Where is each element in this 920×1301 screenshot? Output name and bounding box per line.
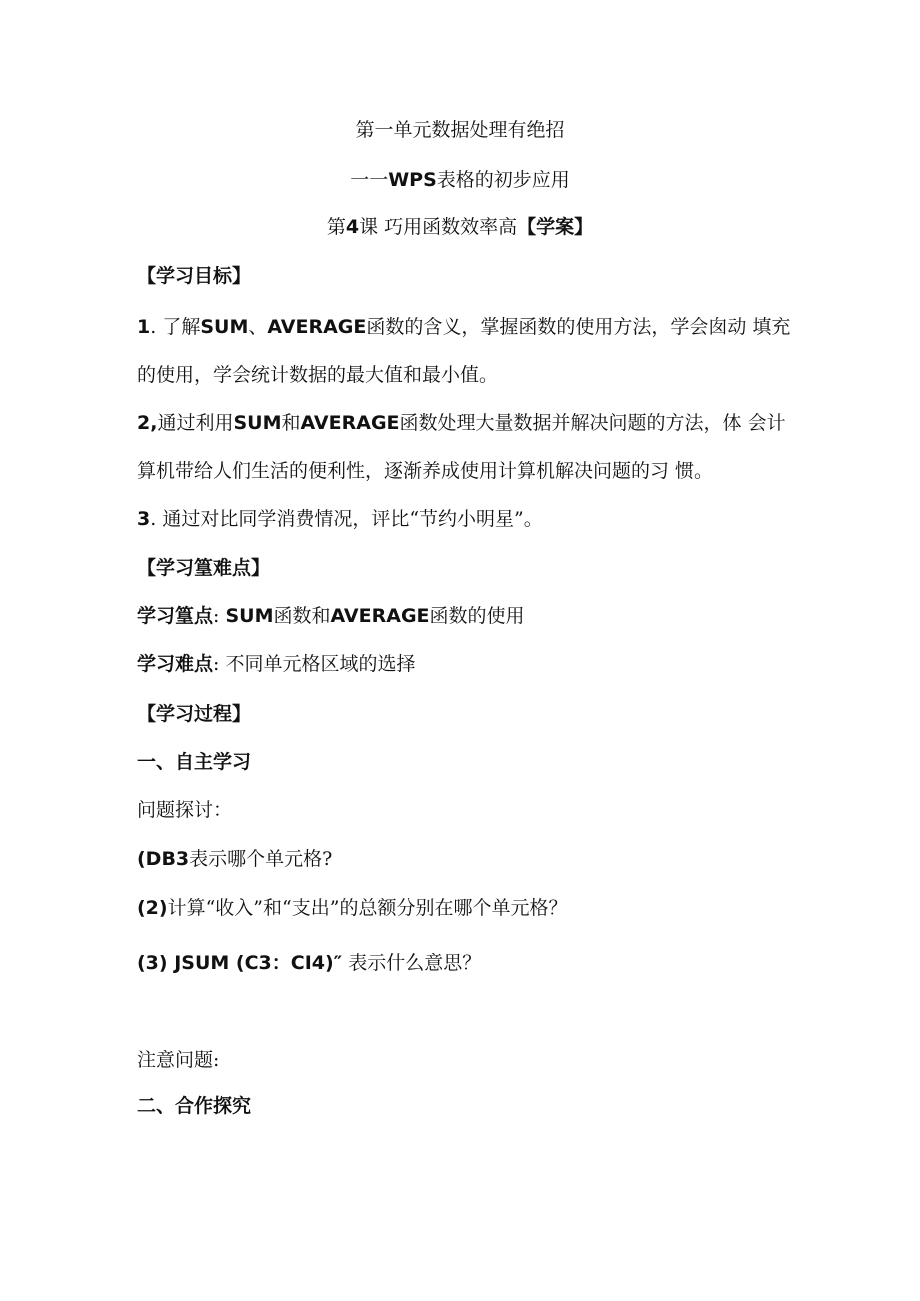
objective-1-line-2: 的使用，学会统计数据的最大值和最小值。 [137,364,499,386]
title-line-3 [0,213,920,241]
key-point-colon: : [213,605,220,627]
question-3-text: 表示什么意思？ [342,952,482,974]
title-line-2 [0,166,920,194]
title-wps: WPS [388,169,437,191]
lesson-title: 课 巧用函数效率高 [359,216,518,238]
section-objectives: 【学习目标】 [137,265,252,287]
question-heading: 问题探讨： [137,799,233,821]
objective-3 [137,505,543,533]
section-process: 【学习过程】 [137,703,252,725]
objective-1-c: 函数的含义，掌握函数的使用方法，学会囱动 填充 [366,316,791,338]
key-point-b: 函数的使用 [429,605,525,627]
objective-1-average: AVERAGE [267,316,367,338]
key-point-average: AVERAGE [330,605,430,627]
question-2-num: (2) [137,897,168,919]
title-line-2-rest: 表格的初步应用 [436,169,570,191]
lesson-number: 4 [345,216,360,238]
question-1-num: (DB3 [137,848,190,870]
objective-2-average: AVERAGE [300,412,400,434]
question-1 [137,845,332,873]
part-1-heading: 一、自主学习 [137,751,252,773]
objective-3-num: 3 [137,508,151,530]
key-point-label: 学习篁点 [137,605,214,627]
objective-2-c: 函数处理大量数据并解决问题的方法，体 会计 [399,412,786,434]
difficulty-colon: : [213,653,220,675]
question-2-text: 计算“收入”和“支出”的总额分别在哪个单元格？ [167,897,568,919]
objective-2-num: 2, [137,412,158,434]
part-2-heading: 二、合作探究 [137,1095,252,1117]
objective-1 [137,313,790,341]
objective-1-a: . 了解 [150,316,201,338]
key-point [137,602,525,630]
objective-2-line-2: 算机带给人们生活的便利性，逐渐养成使用计算机解决问题的习 惯。 [137,460,714,482]
objective-2-a: 通过利用 [157,412,234,434]
objective-2-sum: SUM [233,412,282,434]
lesson-tag: 【学案】 [517,216,594,238]
question-3-num: (3) JSUM (C3：CI4)″ [137,952,343,974]
question-2 [137,894,567,922]
question-3 [137,949,481,977]
objective-2 [137,409,786,437]
objective-2-b: 和 [281,412,301,434]
key-point-a: 函数和 [273,605,331,627]
question-1-text: 表示哪个单元格? [189,848,333,870]
title-dash: 一一 [350,169,389,191]
difficulty-text: 不同单元格区域的选择 [225,653,416,675]
difficulty [137,650,415,678]
objective-1-sum: SUM [200,316,249,338]
lesson-prefix: 第 [326,216,346,238]
objective-3-text: . 通过对比同学消费情况，评比“节约小明星”。 [150,508,543,530]
key-point-sum: SUM [225,605,274,627]
notes-heading: 注意问题: [137,1049,220,1071]
title-line-1: 第一单元数据处理有绝招 [355,119,565,141]
objective-1-b: 、 [248,316,268,338]
objective-1-num: 1 [137,316,151,338]
section-key-points: 【学习篁难点】 [137,557,271,579]
difficulty-label: 学习难点 [137,653,214,675]
